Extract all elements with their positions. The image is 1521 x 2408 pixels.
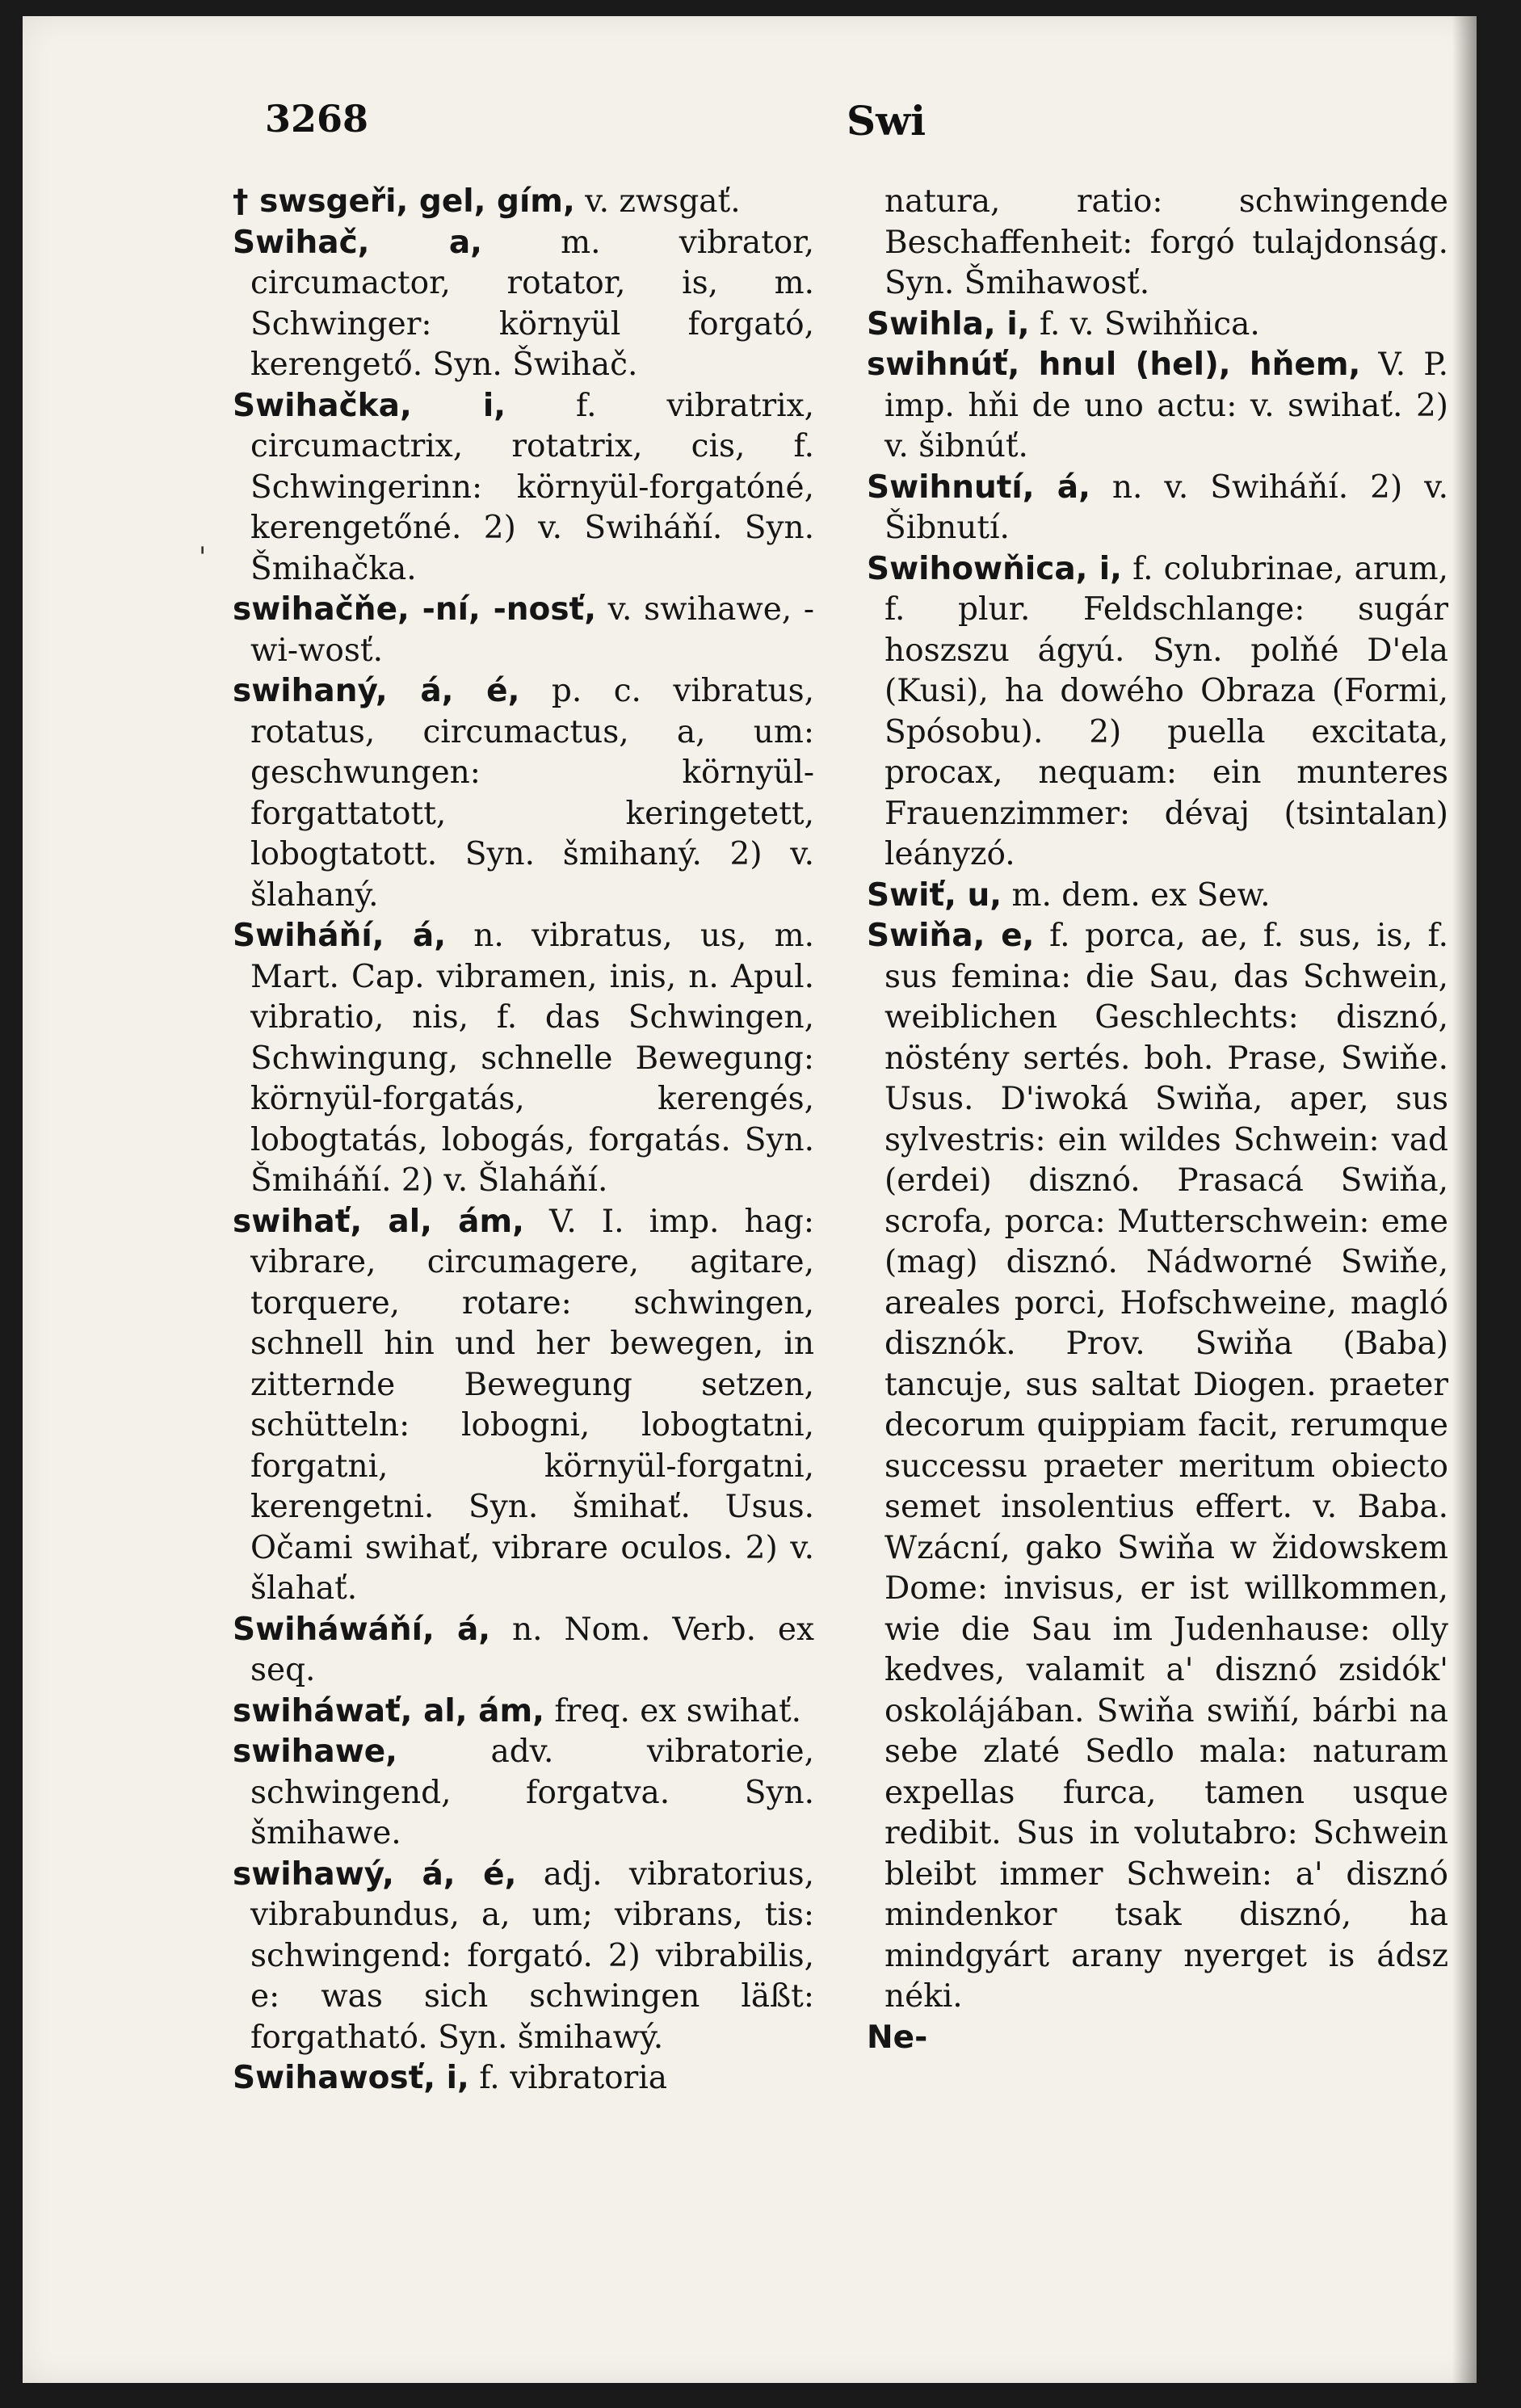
dictionary-entry <box>233 1202 814 1610</box>
dictionary-entry <box>233 1855 814 2059</box>
dictionary-entry <box>867 305 1448 346</box>
entry-headword: Swihowňica, i, <box>867 550 1122 587</box>
dictionary-entry <box>867 468 1448 549</box>
dictionary-entry <box>867 2018 1448 2059</box>
page-number: 3268 <box>265 97 369 141</box>
entry-headword: Swiňa, e, <box>867 918 1035 954</box>
entry-headword: Swihač, a, <box>233 224 482 261</box>
entry-definition: natura, ratio: schwingende Beschaffenheit: forgó tulajdonság. Syn. Šmihawosť. <box>884 183 1448 301</box>
entry-definition: V. P. imp. hňi de uno actu: v. swihať. 2) v. šibnúť. <box>884 347 1448 464</box>
right-column <box>867 182 1448 2058</box>
entry-headword: swihačňe, -ní, -nosť, <box>233 591 597 628</box>
entry-definition: m. vibrator, circumactor, rotator, is, m. Schwinger: környül forgató, kerengető. Syn. Šwihač. <box>250 224 814 383</box>
entry-definition: f. vibratoria <box>479 2060 667 2096</box>
entry-headword: swihať, al, ám, <box>233 1203 524 1240</box>
dictionary-entry <box>233 1732 814 1855</box>
entry-headword: Swiháňí, á, <box>233 918 447 954</box>
entry-definition: v. zwsgať. <box>585 183 741 220</box>
entry-definition: f. colubrinae, arum, f. plur. Feldschlange: sugár hoszszu ágyú. Syn. polňé D'ela (Kusi), ha dowého Obraza (Formi, Spósobu). 2) puella excitata, procax, nequam: ein munteres Frauenzimmer: dévaj (tsintalan) leányzó. <box>884 550 1448 872</box>
entry-headword: Swihla, i, <box>867 305 1030 342</box>
entry-definition: n. vibratus, us, m. Mart. Cap. vibramen, inis, n. Apul. vibratio, nis, f. das Schwingen, Schwingung, schnelle Bewegung: környül-forgatás, kerengés, lobogtatás, lobogás, forgatás. Syn. Šmiháňí. 2) v. Šlaháňí. <box>250 918 814 1199</box>
entry-definition: freq. ex swihať. <box>554 1692 802 1729</box>
dictionary-entry <box>233 182 814 223</box>
dictionary-entry <box>233 223 814 386</box>
entry-headword: swihawý, á, é, <box>233 1855 517 1893</box>
entry-definition: f. vibratrix, circumactrix, rotatrix, cis, f. Schwingerinn: környül-forgatóné, kerengetőné. 2) v. Swiháňí. Syn. Šmihačka. <box>250 387 814 587</box>
entry-headword: † swsgeři, gel, gím, <box>233 183 575 220</box>
entry-headword: Swiť, u, <box>867 876 1002 914</box>
entry-definition: p. c. vibratus, rotatus, circumactus, a, um: geschwungen: környül-forgattatott, keringetett, lobogtatott. Syn. šmihaný. 2) v. šlahaný. <box>250 673 814 914</box>
dictionary-entry <box>233 386 814 590</box>
dictionary-entry <box>233 671 814 916</box>
dictionary-entry <box>233 916 814 1202</box>
dictionary-entry <box>867 345 1448 468</box>
entry-definition: f. v. Swihňica. <box>1039 305 1260 342</box>
entry-headword: swihnúť, hnul (hel), hňem, <box>867 347 1361 383</box>
running-head: Swi <box>847 97 926 145</box>
entry-definition: adv. vibratorie, schwingend, forgatva. Syn. šmihawe. <box>250 1734 814 1851</box>
entry-headword: Swiháwáňí, á, <box>233 1611 491 1648</box>
entry-headword: swiháwať, al, ám, <box>233 1692 544 1729</box>
entry-headword: Swihačka, i, <box>233 387 506 424</box>
dictionary-entry <box>233 2058 814 2099</box>
entry-definition: adj. vibratorius, vibrabundus, a, um; vibrans, tis: schwingend: forgató. 2) vibrabilis, e: was sich schwingen läßt: forgatható. Syn. šmihawý. <box>250 1855 814 2056</box>
dictionary-entry <box>233 590 814 671</box>
entry-headword: Swihnutí, á, <box>867 469 1090 506</box>
dictionary-entry <box>867 916 1448 2018</box>
dictionary-entry <box>233 1691 814 1733</box>
entry-headword: swihaný, á, é, <box>233 673 520 709</box>
margin-mark: ' <box>199 541 207 574</box>
dictionary-entry <box>867 182 1448 305</box>
page-edge-shadow <box>1452 16 1477 2383</box>
entry-definition: n. v. Swiháňí. 2) v. Šibnutí. <box>884 469 1448 546</box>
entry-definition: f. porca, ae, f. sus, is, f. sus femina: die Sau, das Schwein, weiblichen Geschlechts: disznó, nöstény sertés. boh. Prase, Swiňe. Usus. D'iwoká Swiňa, aper, sus sylvestris: ein wildes Schwein: vad (erdei) disznó. Prasacá Swiňa, scrofa, porca: Mutterschwein: eme (mag) disznó. Nádworné Swiňe, areales porci, Hofschweine, magló disznók. Prov. Swiňa (Baba) tancuje, sus saltat Diogen. praeter decorum quippiam facit, rerumque successu praeter meritum obiecto semet insolentius effert. v. Baba. Wzácní, gako Swiňa w židowskem Dome: invisus, er ist willkommen, wie die Sau im Judenhause: olly kedves, valamit a' disznó zsidók' oskolájában. Swiňa swiňí, bárbi na sebe zlaté Sedlo mala: naturam expellas furca, tamen usque redibit. Sus in volutabro: Schwein bleibt immer Schwein: a' disznó mindenkor tsak disznó, ha mindgyárt arany nyerget is ádsz néki. <box>884 918 1448 2015</box>
dictionary-entry <box>867 549 1448 876</box>
dictionary-entry <box>867 876 1448 917</box>
left-column <box>233 182 814 2099</box>
entry-headword: Ne- <box>867 2019 928 2056</box>
entry-definition: m. dem. ex Sew. <box>1011 876 1271 914</box>
dictionary-page <box>23 16 1477 2383</box>
entry-definition: n. Nom. Verb. ex seq. <box>250 1611 814 1688</box>
entry-headword: Swihawosť, i, <box>233 2060 469 2096</box>
dictionary-entry <box>233 1610 814 1691</box>
entry-definition: v. swihawe, -wi-wosť. <box>250 591 814 669</box>
entry-definition: V. I. imp. hag: vibrare, circumagere, agitare, torquere, rotare: schwingen, schnell hin und her bewegen, in zitternde Bewegung setzen, schütteln: lobogni, lobogtatni, forgatni, környül-forgatni, kerengetni. Syn. šmihať. Usus. Očami swihať, vibrare oculos. 2) v. šlahať. <box>250 1203 814 1607</box>
entry-headword: swihawe, <box>233 1734 397 1770</box>
